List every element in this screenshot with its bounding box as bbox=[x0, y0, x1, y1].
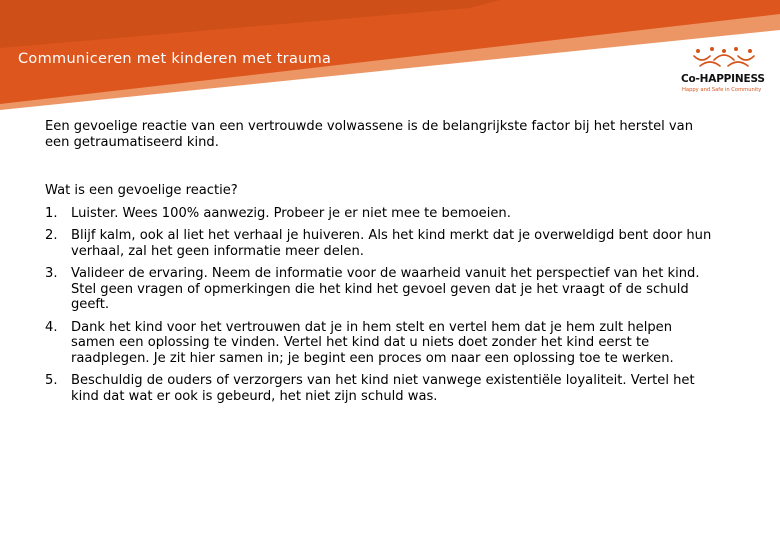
list-item bbox=[45, 320, 715, 367]
logo-tagline: Happy and Safe in Community bbox=[682, 87, 762, 93]
list-item bbox=[45, 228, 715, 259]
slide-title: Communiceren met kinderen met trauma bbox=[18, 51, 332, 67]
list-item-text: Valideer de ervaring. Neem de informatie voor de waarheid vanuit het perspectief van het kind. Stel geen vragen of opmerkingen die het kind het gevoel geven dat je het vraagt of de schuld geeft. bbox=[71, 266, 700, 312]
list-item-number: 1. bbox=[45, 205, 58, 221]
list-item-text: Blijf kalm, ook al liet het verhaal je huiveren. Als het kind merkt dat je overweldigd bent door hun verhaal, zal het geen informatie meer delen. bbox=[71, 228, 712, 259]
co-happiness-logo bbox=[676, 46, 774, 98]
list-item-number: 2. bbox=[45, 228, 58, 243]
list-item-number: 5. bbox=[45, 373, 58, 388]
list-item bbox=[45, 266, 715, 313]
people-figures-icon bbox=[690, 46, 760, 72]
slide-content bbox=[45, 119, 715, 411]
list-item bbox=[45, 373, 715, 404]
list-item-text: Beschuldig de ouders of verzorgers van het kind niet vanwege existentiële loyaliteit. Vertel het kind dat wat er ook is gebeurd, het niet zijn schuld was. bbox=[71, 373, 695, 404]
response-points-list bbox=[45, 206, 715, 405]
list-item-number: 4. bbox=[45, 319, 58, 335]
logo-name: Co-HAPPINESS bbox=[681, 73, 765, 85]
list-item-text: Luister. Wees 100% aanwezig. Probeer je er niet mee te bemoeien. bbox=[71, 205, 511, 221]
intro-paragraph: Een gevoelige reactie van een vertrouwde volwassene is de belangrijkste factor bij het herstel van een getraumatiseerd kind. bbox=[45, 119, 694, 150]
list-item-text: Dank het kind voor het vertrouwen dat je in hem stelt en vertel hem dat je hem zult helpen samen een oplossing te vinden. Vertel het kind dat u niets doet zonder het kind eerst te raadplegen. Je zit hier samen in; je begint een proces om naar een oplossing toe te werken. bbox=[71, 319, 674, 366]
list-item-number: 3. bbox=[45, 266, 58, 281]
list-item bbox=[45, 206, 715, 222]
question-heading: Wat is een gevoelige reactie? bbox=[45, 183, 238, 198]
